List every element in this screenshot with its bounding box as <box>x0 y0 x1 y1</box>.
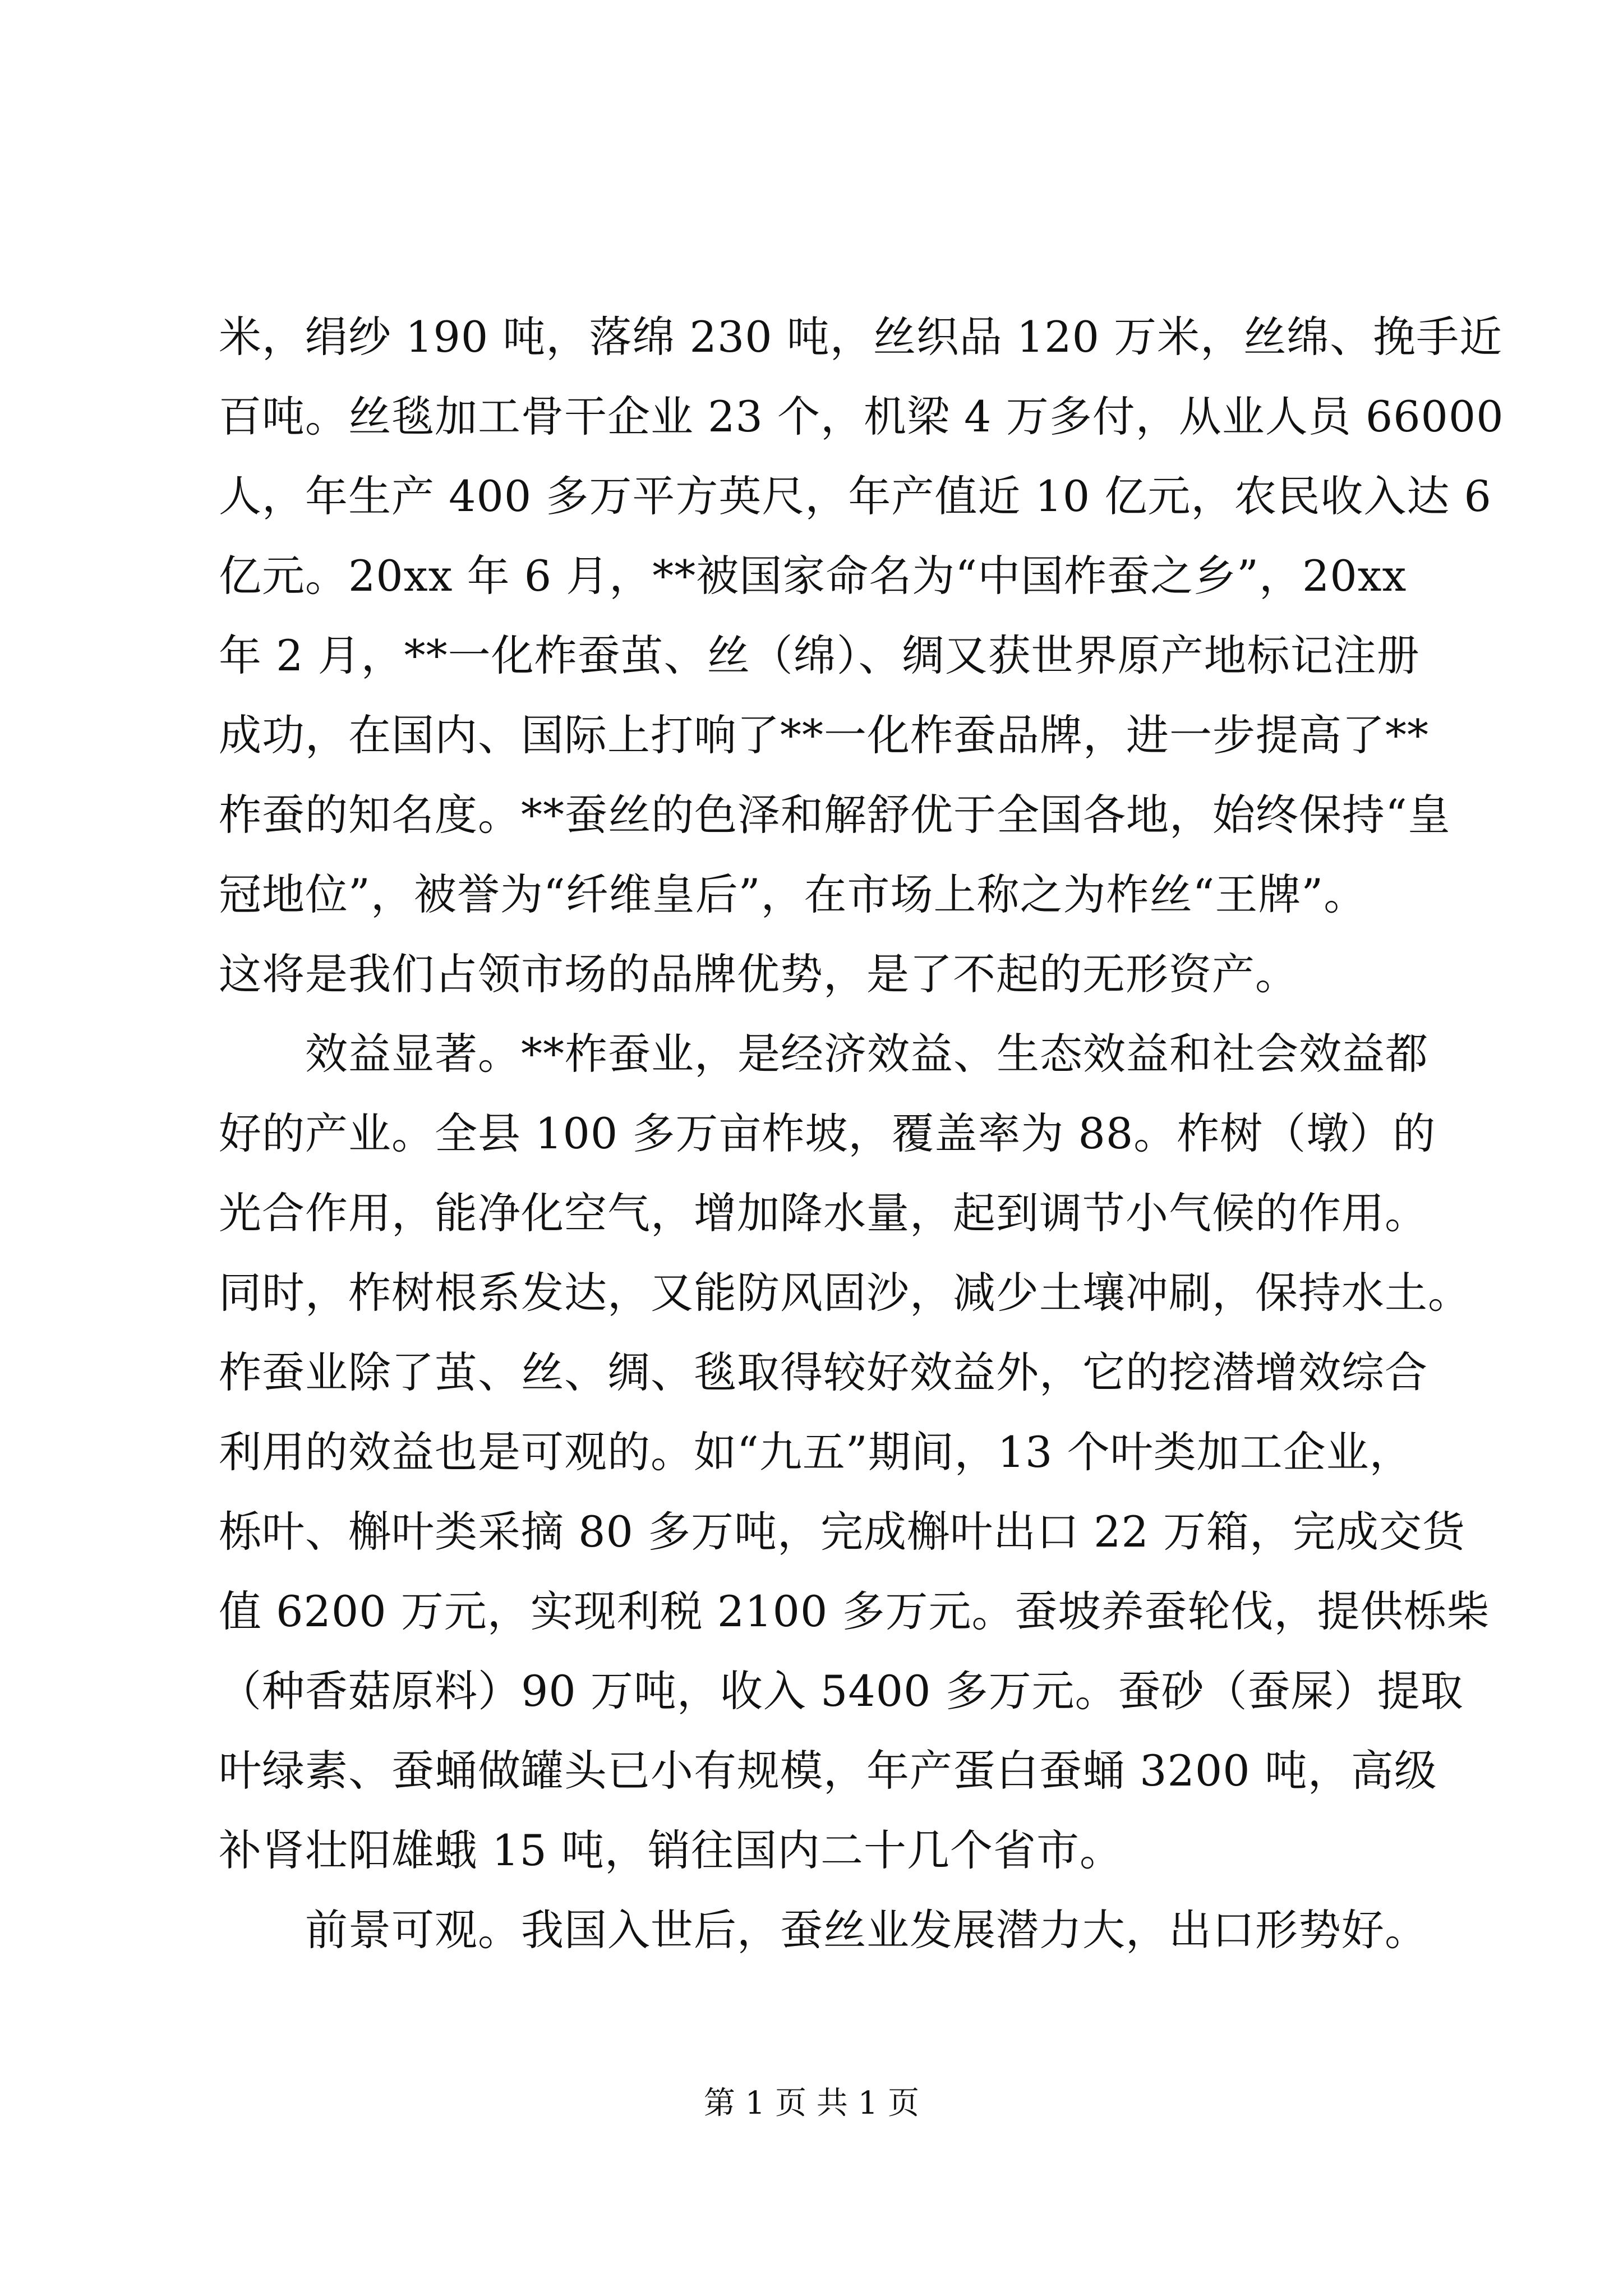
text-line: 成功，在国内、国际上打响了**一化柞蚕品牌，进一步提高了** <box>219 710 1429 760</box>
text-line: 柞蚕的知名度。**蚕丝的色泽和解舒优于全国各地，始终保持“皇 <box>219 790 1451 840</box>
text-line: 效益显著。**柞蚕业，是经济效益、生态效益和社会效益都 <box>219 1029 1428 1079</box>
text-line: （种香菇原料）90 万吨，收入 5400 多万元。蚕砂（蚕屎）提取 <box>219 1666 1464 1716</box>
text-line: 米，绢纱 190 吨，落绵 230 吨，丝织品 120 万米，丝绵、挽手近 <box>219 312 1503 362</box>
text-line: 人，年生产 400 多万平方英尺，年产值近 10 亿元，农民收入达 6 <box>219 471 1492 521</box>
text-line: 亿元。20xx 年 6 月，**被国家命名为“中国柞蚕之乡”，20xx <box>219 551 1407 601</box>
text-line: 叶绿素、蚕蛹做罐头已小有规模，年产蛋白蚕蛹 3200 吨，高级 <box>219 1746 1437 1796</box>
body-text <box>219 297 1504 1970</box>
text-line: 年 2 月，**一化柞蚕茧、丝（绵）、绸又获世界原产地标记注册 <box>219 631 1420 680</box>
page-number-label: 第 1 页 共 1 页 <box>703 2085 920 2122</box>
text-line: 冠地位”，被誉为“纤维皇后”，在市场上称之为柞丝“王牌”。 <box>219 869 1367 919</box>
text-line: 栎叶、槲叶类采摘 80 多万吨，完成槲叶出口 22 万箱，完成交货 <box>219 1507 1466 1557</box>
text-line: 柞蚕业除了茧、丝、绸、毯取得较好效益外，它的挖潜增效综合 <box>219 1347 1428 1397</box>
text-line: 同时，柞树根系发达，又能防风固沙，减少土壤冲刷，保持水土。 <box>219 1268 1471 1318</box>
text-line: 光合作用，能净化空气，增加降水量，起到调节小气候的作用。 <box>219 1188 1428 1238</box>
text-line: 这将是我们占领市场的品牌优势，是了不起的无形资产。 <box>219 949 1298 999</box>
text-line: 利用的效益也是可观的。如“九五”期间，13 个叶类加工企业， <box>219 1427 1413 1477</box>
text-line: 百吨。丝毯加工骨干企业 23 个，机梁 4 万多付，从业人员 66000 <box>219 392 1504 441</box>
text-line: 好的产业。全县 100 多万亩柞坡，覆盖率为 88。柞树（墩）的 <box>219 1108 1436 1158</box>
page-footer <box>0 2081 1623 2126</box>
text-line: 值 6200 万元，实现利税 2100 多万元。蚕坡养蚕轮伐，提供栎柴 <box>219 1586 1490 1636</box>
text-line: 前景可观。我国入世后，蚕丝业发展潜力大，出口形势好。 <box>219 1905 1428 1955</box>
text-line: 补肾壮阳雄蛾 15 吨，销往国内二十几个省市。 <box>219 1825 1123 1875</box>
